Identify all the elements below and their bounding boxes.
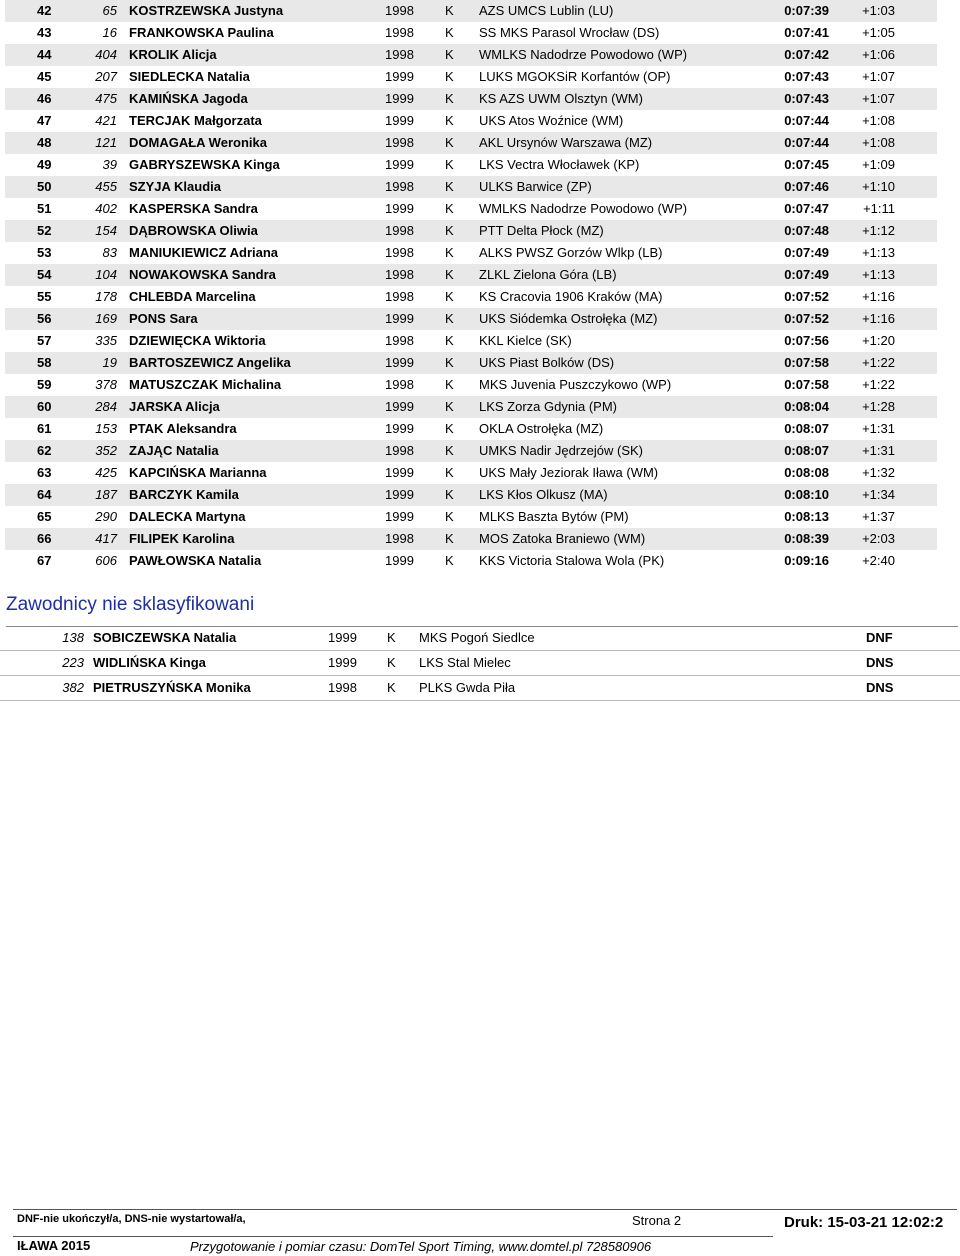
cell-place: 56 [37,311,52,326]
cell-club: SS MKS Parasol Wrocław (DS) [479,25,660,40]
cell-name: KOSTRZEWSKA Justyna [129,3,284,18]
cell-diff: +1:13 [862,245,895,260]
cell-num: 417 [95,531,117,546]
cell-diff: +2:03 [862,531,895,546]
table-row [5,22,937,44]
table-row [5,66,937,88]
cell-sex: K [445,69,454,84]
cell-sex: K [445,487,454,502]
cell-club: KS AZS UWM Olsztyn (WM) [479,91,643,106]
cell-time: 0:07:56 [784,333,829,348]
cell-club: UKS Piast Bolków (DS) [479,355,615,370]
cell-name: KAMIŃSKA Jagoda [129,91,248,106]
cell-year: 1998 [385,289,414,304]
cell-place: 60 [37,399,52,414]
cell-year: 1999 [385,465,414,480]
cell-time: 0:08:07 [784,421,829,436]
cell-year: 1999 [385,91,414,106]
footer-legend: DNF-nie ukończył/a, DNS-nie wystartował/a, [17,1213,246,1225]
cell-year: 1998 [328,680,357,695]
cell-diff: +1:16 [862,289,895,304]
cell-time: 0:08:39 [784,531,829,546]
cell-place: 46 [37,91,52,106]
table-row [5,440,937,462]
cell-place: 44 [37,47,52,62]
cell-year: 1999 [385,355,414,370]
cell-place: 45 [37,69,52,84]
cell-status: DNS [866,655,894,670]
cell-name: MANIUKIEWICZ Adriana [129,245,279,260]
cell-num: 178 [95,289,117,304]
cell-year: 1999 [385,113,414,128]
cell-sex: K [445,25,454,40]
cell-sex: K [445,3,454,18]
table-row [5,264,937,286]
cell-sex: K [445,47,454,62]
cell-num: 455 [95,179,117,194]
table-row [5,110,937,132]
cell-num: 39 [102,157,117,172]
cell-name: PONS Sara [129,311,198,326]
cell-num: 16 [102,25,117,40]
cell-sex: K [445,157,454,172]
table-row [5,374,937,396]
cell-club: UMKS Nadir Jędrzejów (SK) [479,443,643,458]
cell-year: 1999 [385,311,414,326]
cell-name: KAPCIŃSKA Marianna [129,465,267,480]
cell-time: 0:09:16 [784,553,829,568]
cell-name: SIEDLECKA Natalia [129,69,250,84]
cell-diff: +1:03 [862,3,895,18]
cell-year: 1998 [385,531,414,546]
cell-time: 0:07:58 [784,355,829,370]
cell-sex: K [445,465,454,480]
cell-sex: K [445,223,454,238]
cell-club: PLKS Gwda Piła [419,680,516,695]
cell-club: MOS Zatoka Braniewo (WM) [479,531,646,546]
cell-name: TERCJAK Małgorzata [129,113,262,128]
cell-name: DZIEWIĘCKA Wiktoria [129,333,266,348]
cell-year: 1999 [385,201,414,216]
footer-divider [13,1209,957,1210]
cell-sex: K [445,377,454,392]
cell-status: DNS [866,680,894,695]
cell-club: KKL Kielce (SK) [479,333,572,348]
cell-club: ULKS Barwice (ZP) [479,179,592,194]
cell-time: 0:07:49 [784,267,829,282]
cell-num: 19 [102,355,117,370]
cell-diff: +1:31 [862,443,895,458]
cell-club: MLKS Baszta Bytów (PM) [479,509,629,524]
cell-sex: K [445,267,454,282]
cell-diff: +1:11 [863,201,895,216]
cell-club: LKS Stal Mielec [419,655,511,670]
print-timestamp: Druk: 15-03-21 12:02:2 [784,1214,944,1231]
cell-time: 0:07:49 [784,245,829,260]
cell-time: 0:08:04 [784,399,829,414]
table-row [5,352,937,374]
cell-place: 52 [37,223,52,238]
cell-year: 1998 [385,223,414,238]
cell-place: 57 [37,333,52,348]
cell-year: 1998 [385,47,414,62]
cell-year: 1999 [328,655,357,670]
cell-club: UKS Mały Jeziorak Iława (WM) [479,465,659,480]
cell-club: ALKS PWSZ Gorzów Wlkp (LB) [479,245,663,260]
cell-name: DALECKA Martyna [129,509,246,524]
cell-num: 335 [95,333,117,348]
cell-diff: +1:05 [862,25,895,40]
cell-num: 169 [95,311,117,326]
cell-year: 1999 [385,553,414,568]
event-name: IŁAWA 2015 [17,1238,91,1253]
cell-diff: +1:22 [862,355,895,370]
cell-sex: K [445,509,454,524]
cell-name: KASPERSKA Sandra [129,201,258,216]
cell-status: DNF [866,630,893,645]
cell-place: 65 [37,509,52,524]
cell-num: 606 [95,553,117,568]
page-number: Strona 2 [632,1213,682,1228]
cell-num: 104 [95,267,117,282]
cell-sex: K [387,655,396,670]
cell-time: 0:08:13 [784,509,829,524]
cell-sex: K [445,91,454,106]
table-row [5,242,937,264]
cell-num: 421 [95,113,117,128]
cell-year: 1998 [385,3,414,18]
cell-sex: K [445,311,454,326]
cell-num: 475 [95,91,117,106]
cell-name: DOMAGAŁA Weronika [129,135,267,150]
table-row [5,308,937,330]
cell-num: 404 [95,47,117,62]
cell-name: PTAK Aleksandra [129,421,237,436]
cell-sex: K [445,113,454,128]
cell-sex: K [445,201,454,216]
cell-num: 65 [102,3,117,18]
cell-time: 0:07:44 [784,113,829,128]
cell-num: 154 [95,223,117,238]
cell-club: KKS Victoria Stalowa Wola (PK) [479,553,665,568]
cell-year: 1999 [385,421,414,436]
cell-time: 0:07:52 [784,311,829,326]
cell-place: 49 [37,157,52,172]
cell-time: 0:07:43 [784,91,829,106]
cell-year: 1998 [385,25,414,40]
cell-name: SOBICZEWSKA Natalia [93,630,237,645]
cell-sex: K [445,399,454,414]
cell-name: KROLIK Alicja [129,47,217,62]
cell-time: 0:07:48 [784,223,829,238]
cell-sex: K [445,333,454,348]
cell-sex: K [387,680,396,695]
cell-year: 1999 [385,399,414,414]
cell-num: 138 [62,630,84,645]
cell-year: 1999 [385,509,414,524]
table-row [5,286,937,308]
cell-club: AZS UMCS Lublin (LU) [479,3,614,18]
cell-club: ZLKL Zielona Góra (LB) [479,267,617,282]
cell-name: FRANKOWSKA Paulina [129,25,274,40]
cell-place: 48 [37,135,52,150]
cell-name: PIETRUSZYŃSKA Monika [93,680,251,695]
cell-place: 54 [37,267,52,282]
table-row [5,198,937,220]
cell-year: 1999 [385,487,414,502]
table-row [5,154,937,176]
cell-name: JARSKA Alicja [129,399,220,414]
cell-place: 53 [37,245,52,260]
cell-time: 0:07:58 [784,377,829,392]
cell-year: 1998 [385,377,414,392]
cell-place: 64 [37,487,52,502]
cell-diff: +1:37 [862,509,895,524]
cell-time: 0:07:46 [784,179,829,194]
cell-place: 59 [37,377,52,392]
cell-diff: +1:20 [862,333,895,348]
cell-name: FILIPEK Karolina [129,531,235,546]
cell-name: DĄBROWSKA Oliwia [129,223,258,238]
cell-num: 352 [95,443,117,458]
cell-sex: K [445,245,454,260]
cell-place: 42 [37,3,52,18]
cell-time: 0:08:08 [784,465,829,480]
table-row [5,550,937,572]
cell-place: 61 [37,421,52,436]
cell-year: 1999 [385,157,414,172]
table-row [5,0,937,22]
cell-name: PAWŁOWSKA Natalia [129,553,262,568]
cell-club: PTT Delta Płock (MZ) [479,223,604,238]
cell-diff: +1:06 [862,47,895,62]
cell-year: 1998 [385,333,414,348]
cell-sex: K [445,179,454,194]
cell-name: SZYJA Klaudia [129,179,221,194]
unclassified-row [0,651,960,676]
cell-year: 1999 [385,69,414,84]
cell-place: 50 [37,179,52,194]
cell-year: 1998 [385,267,414,282]
cell-num: 378 [95,377,117,392]
table-row [5,330,937,352]
cell-club: KS Cracovia 1906 Kraków (MA) [479,289,663,304]
cell-diff: +1:12 [862,223,895,238]
cell-diff: +1:28 [862,399,895,414]
cell-diff: +1:07 [862,91,895,106]
cell-time: 0:07:52 [784,289,829,304]
cell-name: MATUSZCZAK Michalina [129,377,282,392]
cell-num: 290 [95,509,117,524]
cell-diff: +1:07 [862,69,895,84]
table-row [5,418,937,440]
cell-year: 1998 [385,443,414,458]
cell-club: MKS Pogoń Siedlce [419,630,535,645]
cell-sex: K [445,443,454,458]
cell-club: MKS Juvenia Puszczykowo (WP) [479,377,672,392]
cell-diff: +1:16 [862,311,895,326]
cell-club: UKS Atos Woźnice (WM) [479,113,624,128]
cell-diff: +1:08 [862,113,895,128]
cell-sex: K [445,531,454,546]
cell-sex: K [445,553,454,568]
cell-club: LKS Kłos Olkusz (MA) [479,487,608,502]
cell-sex: K [387,630,396,645]
cell-club: LKS Vectra Włocławek (KP) [479,157,640,172]
cell-club: LKS Zorza Gdynia (PM) [479,399,617,414]
cell-club: WMLKS Nadodrze Powodowo (WP) [479,47,688,62]
unclassified-table [0,626,960,701]
cell-time: 0:07:45 [784,157,829,172]
cell-year: 1998 [385,245,414,260]
cell-name: BARTOSZEWICZ Angelika [129,355,291,370]
cell-name: CHLEBDA Marcelina [129,289,256,304]
cell-year: 1999 [328,630,357,645]
cell-diff: +1:31 [862,421,895,436]
cell-name: GABRYSZEWSKA Kinga [129,157,280,172]
cell-time: 0:08:10 [784,487,829,502]
cell-sex: K [445,135,454,150]
footer-divider-lower [13,1236,773,1237]
cell-club: WMLKS Nadodrze Powodowo (WP) [479,201,688,216]
cell-club: LUKS MGOKSiR Korfantów (OP) [479,69,671,84]
cell-place: 63 [37,465,52,480]
cell-time: 0:07:44 [784,135,829,150]
cell-diff: +1:09 [862,157,895,172]
table-row [5,88,937,110]
cell-num: 187 [95,487,117,502]
cell-sex: K [445,289,454,304]
table-row [5,44,937,66]
cell-year: 1998 [385,179,414,194]
cell-time: 0:07:43 [784,69,829,84]
cell-time: 0:07:39 [784,3,829,18]
cell-time: 0:07:47 [784,201,829,216]
cell-num: 284 [95,399,117,414]
cell-club: AKL Ursynów Warszawa (MZ) [479,135,653,150]
cell-time: 0:07:41 [784,25,829,40]
cell-name: ZAJĄC Natalia [129,443,219,458]
cell-time: 0:07:42 [784,47,829,62]
cell-time: 0:08:07 [784,443,829,458]
table-row [5,506,937,528]
cell-diff: +2:40 [862,553,895,568]
timing-credit: Przygotowanie i pomiar czasu: DomTel Sport Timing, www.domtel.pl 728580906 [190,1239,652,1254]
cell-club: OKLA Ostrołęka (MZ) [479,421,604,436]
cell-sex: K [445,355,454,370]
unclassified-row [0,676,960,701]
cell-name: NOWAKOWSKA Sandra [129,267,276,282]
cell-place: 66 [37,531,52,546]
cell-num: 83 [102,245,117,260]
cell-place: 58 [37,355,52,370]
cell-year: 1998 [385,135,414,150]
section-title-unclassified: Zawodnicy nie sklasyfikowani [6,594,255,615]
cell-num: 402 [95,201,117,216]
unclassified-row [0,626,960,651]
cell-place: 47 [37,113,52,128]
table-row [5,396,937,418]
cell-diff: +1:22 [862,377,895,392]
cell-place: 43 [37,25,52,40]
cell-num: 425 [95,465,117,480]
cell-num: 223 [62,655,84,670]
cell-diff: +1:13 [862,267,895,282]
cell-sex: K [445,421,454,436]
cell-place: 62 [37,443,52,458]
cell-diff: +1:10 [862,179,895,194]
cell-name: WIDLIŃSKA Kinga [93,655,206,670]
cell-num: 382 [62,680,84,695]
cell-num: 121 [95,135,117,150]
cell-place: 55 [37,289,52,304]
cell-diff: +1:32 [862,465,895,480]
table-row [5,528,937,550]
table-row [5,176,937,198]
cell-name: BARCZYK Kamila [129,487,239,502]
cell-num: 153 [95,421,117,436]
table-row [5,132,937,154]
cell-num: 207 [95,69,117,84]
table-row [5,462,937,484]
table-row [5,484,937,506]
table-row [5,220,937,242]
cell-club: UKS Siódemka Ostrołęka (MZ) [479,311,658,326]
cell-diff: +1:34 [862,487,895,502]
cell-place: 51 [37,201,52,216]
results-table [5,0,937,572]
cell-place: 67 [37,553,52,568]
cell-diff: +1:08 [862,135,895,150]
